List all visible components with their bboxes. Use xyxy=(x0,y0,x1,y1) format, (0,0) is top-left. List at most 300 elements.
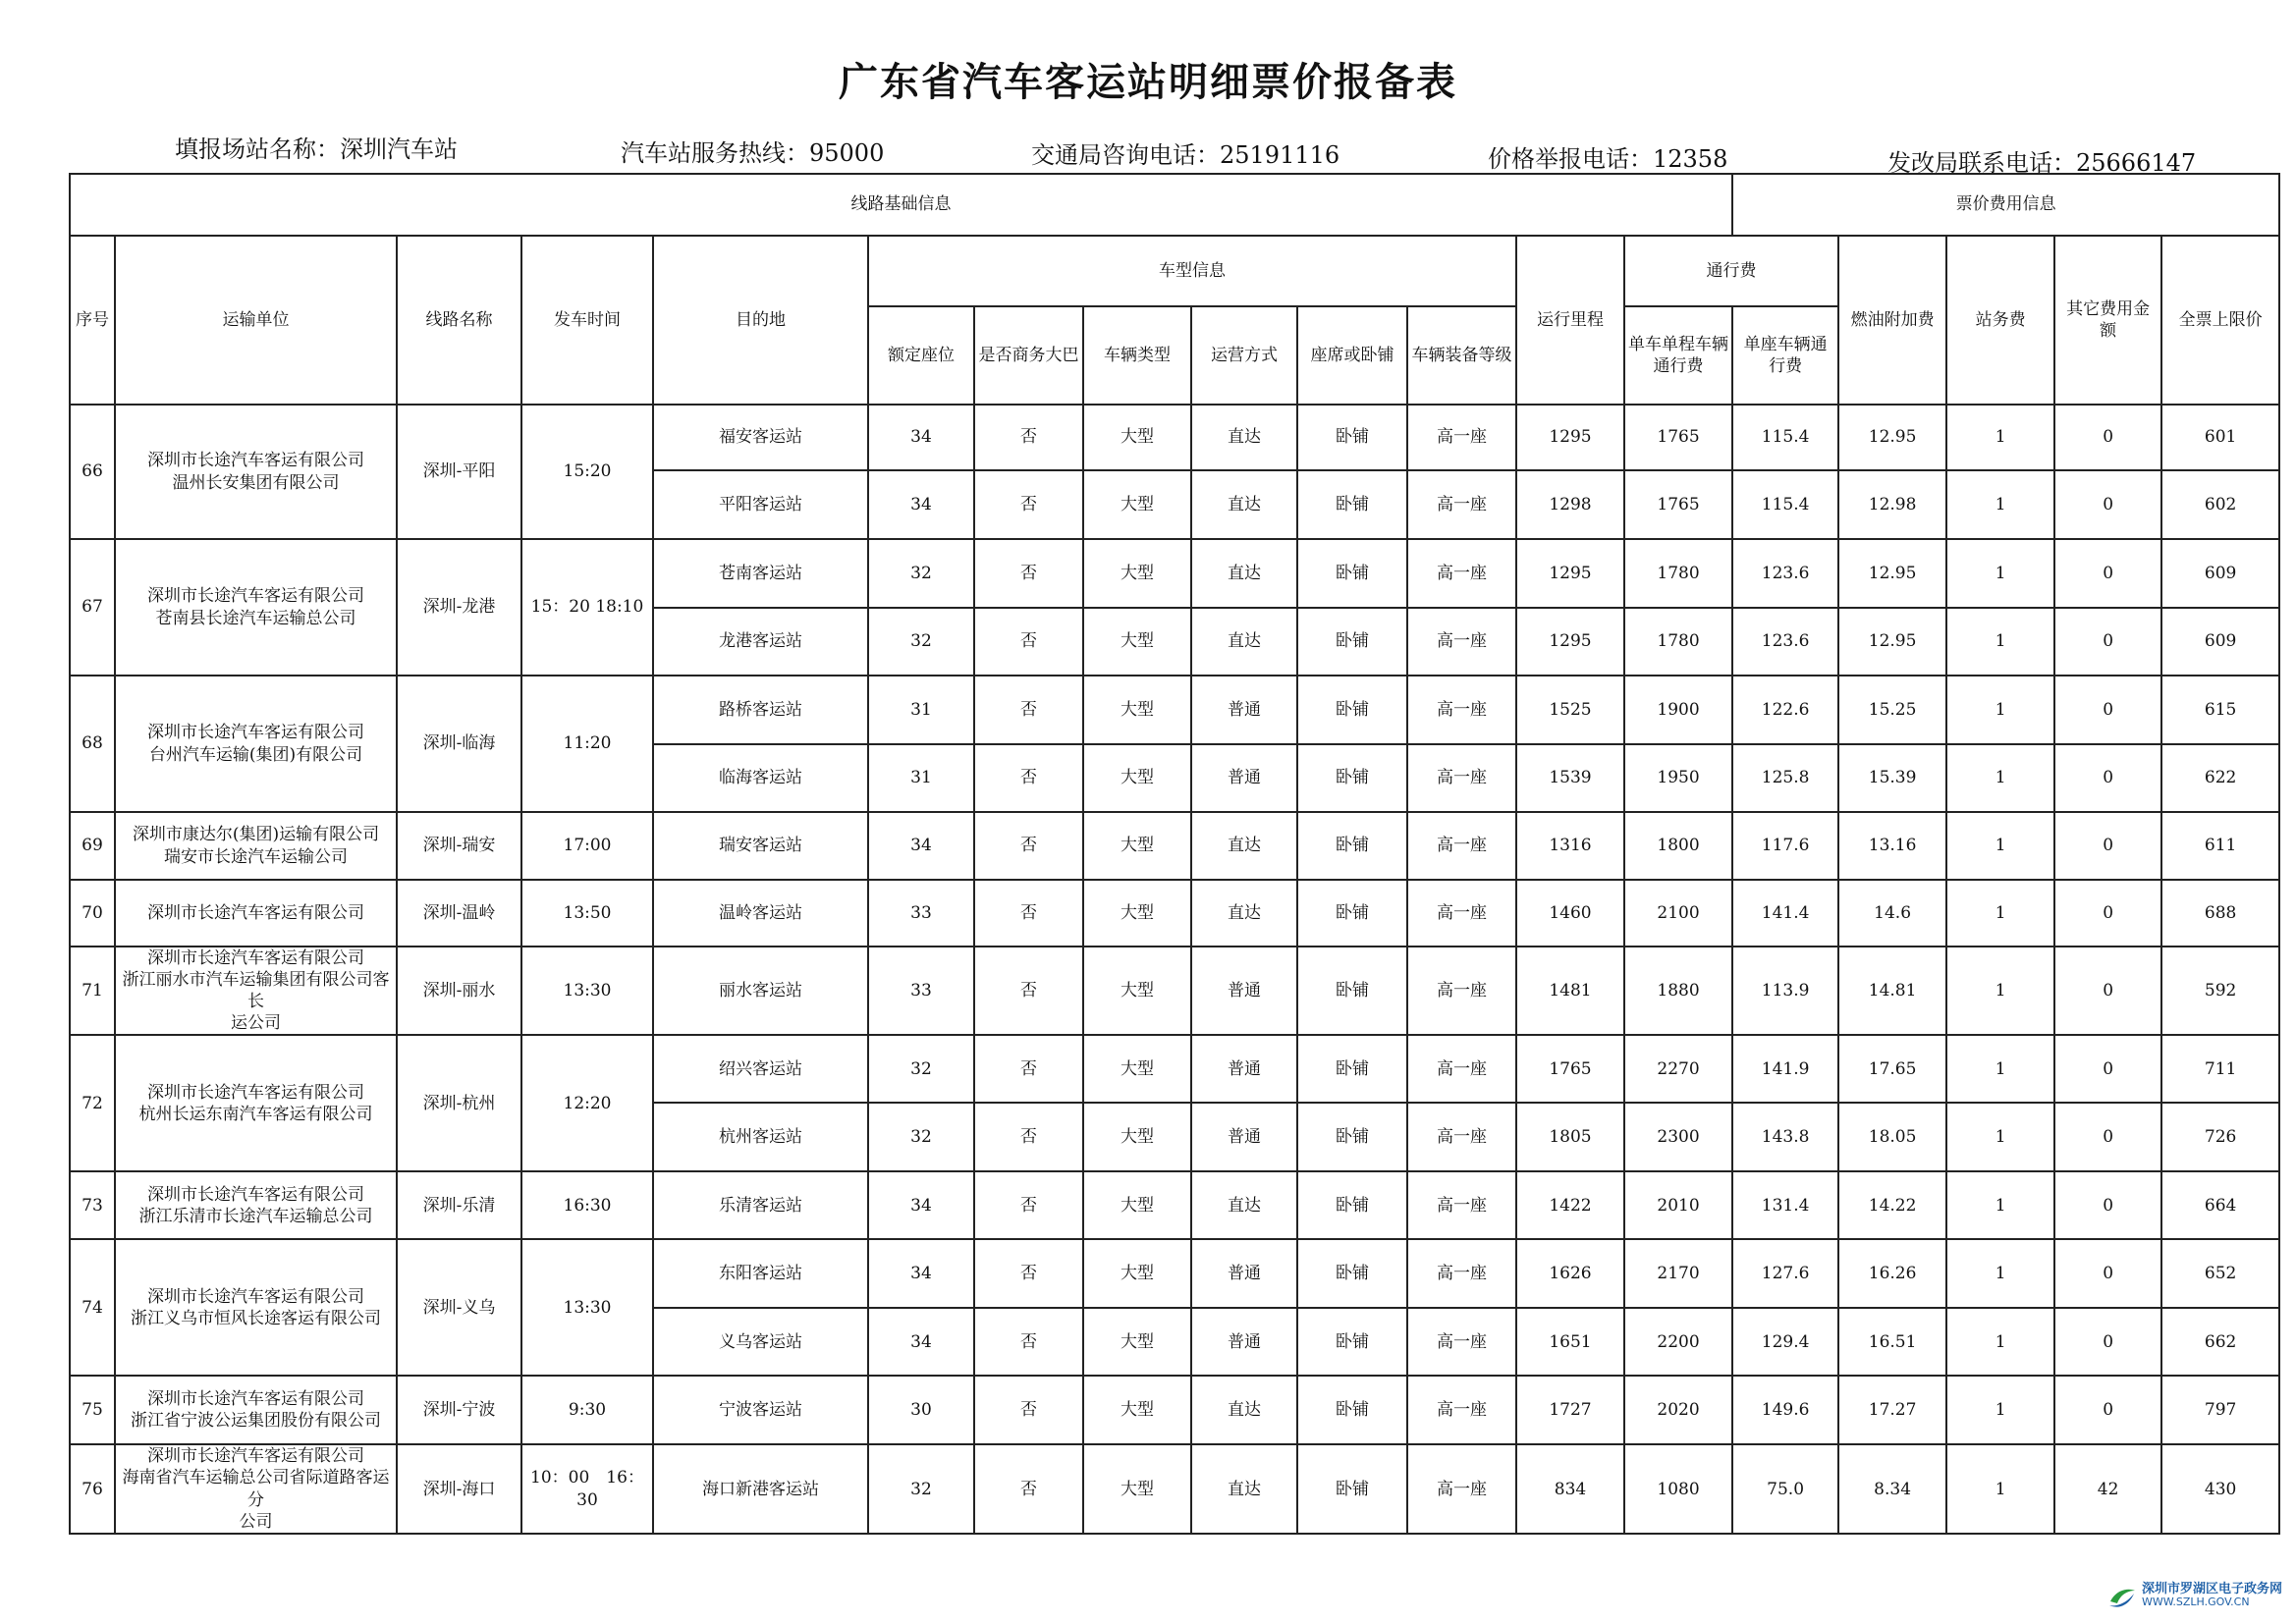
route-cell: 深圳-瑞安 xyxy=(397,812,521,880)
carrier-line: 海南省汽车运输总公司省际道路客运分 xyxy=(122,1468,390,1510)
service-hotline: 汽车站服务热线：95000 xyxy=(621,139,885,167)
carrier-line: 运公司 xyxy=(231,1013,281,1034)
grade-cell: 高一座 xyxy=(1407,405,1516,470)
transport-phone: 交通局咨询电话：25191116 xyxy=(1031,141,1340,169)
operation-cell: 直达 xyxy=(1191,470,1297,539)
col-operation-header: 运营方式 xyxy=(1191,306,1297,405)
szlh-logo xyxy=(2106,1576,2293,1615)
destination-cell: 路桥客运站 xyxy=(653,676,868,744)
toll-vehicle-cell: 1080 xyxy=(1624,1444,1732,1533)
departure-cell: 16:30 xyxy=(521,1171,653,1239)
toll-vehicle-cell: 2200 xyxy=(1624,1308,1732,1376)
carrier-cell xyxy=(115,1035,397,1171)
toll-vehicle-cell: 2010 xyxy=(1624,1171,1732,1239)
station-fee-cell: 1 xyxy=(1946,1308,2054,1376)
seats-cell: 34 xyxy=(868,1239,974,1308)
destination-cell: 平阳客运站 xyxy=(653,470,868,539)
vehicle-type-cell: 大型 xyxy=(1083,1103,1191,1171)
carrier-line: 深圳市康达尔(集团)运输有限公司 xyxy=(132,825,380,845)
station-fee-cell: 1 xyxy=(1946,1444,2054,1533)
carrier-line: 苍南县长途汽车运输总公司 xyxy=(155,608,356,628)
szlh-logo-url: WWW.SZLH.GOV.CN xyxy=(2142,1596,2250,1608)
toll-vehicle-cell: 2020 xyxy=(1624,1376,1732,1444)
fuel-cell: 12.95 xyxy=(1838,608,1946,676)
fuel-cell: 13.16 xyxy=(1838,812,1946,880)
toll-vehicle-cell: 1800 xyxy=(1624,812,1732,880)
other-fee-cell: 0 xyxy=(2054,1103,2161,1171)
route-cell: 深圳-乐清 xyxy=(397,1171,521,1239)
seat-sleeper-cell: 卧铺 xyxy=(1297,539,1407,608)
station-fee-cell: 1 xyxy=(1946,1376,2054,1444)
operation-cell: 普通 xyxy=(1191,1103,1297,1171)
mileage-cell: 1805 xyxy=(1516,1103,1624,1171)
business-cell: 否 xyxy=(974,1444,1083,1533)
toll-vehicle-cell: 1900 xyxy=(1624,676,1732,744)
fuel-cell: 18.05 xyxy=(1838,1103,1946,1171)
table-row xyxy=(70,812,2279,880)
grade-cell: 高一座 xyxy=(1407,676,1516,744)
mileage-cell: 1539 xyxy=(1516,744,1624,812)
grade-cell: 高一座 xyxy=(1407,744,1516,812)
seat-sleeper-cell: 卧铺 xyxy=(1297,405,1407,470)
vehicle-type-cell: 大型 xyxy=(1083,812,1191,880)
mileage-cell: 1316 xyxy=(1516,812,1624,880)
toll-seat-cell: 131.4 xyxy=(1732,1171,1838,1239)
operation-cell: 直达 xyxy=(1191,608,1297,676)
destination-cell: 龙港客运站 xyxy=(653,608,868,676)
destination-cell: 乐清客运站 xyxy=(653,1171,868,1239)
col-destination-header: 目的地 xyxy=(653,236,868,405)
route-cell: 深圳-丽水 xyxy=(397,947,521,1035)
col-fuel-header: 燃油附加费 xyxy=(1838,236,1946,405)
fuel-cell: 16.26 xyxy=(1838,1239,1946,1308)
departure-cell: 17:00 xyxy=(521,812,653,880)
departure-cell: 15:20 xyxy=(521,405,653,539)
destination-cell: 绍兴客运站 xyxy=(653,1035,868,1103)
toll-seat-cell: 141.4 xyxy=(1732,880,1838,947)
other-fee-cell: 0 xyxy=(2054,405,2161,470)
seat-sleeper-cell: 卧铺 xyxy=(1297,1376,1407,1444)
operation-cell: 直达 xyxy=(1191,880,1297,947)
station-fee-cell: 1 xyxy=(1946,470,2054,539)
vehicle-type-cell: 大型 xyxy=(1083,676,1191,744)
toll-seat-cell: 115.4 xyxy=(1732,470,1838,539)
other-fee-cell: 0 xyxy=(2054,539,2161,608)
business-cell: 否 xyxy=(974,1035,1083,1103)
business-cell: 否 xyxy=(974,405,1083,470)
business-cell: 否 xyxy=(974,1308,1083,1376)
seat-sleeper-cell: 卧铺 xyxy=(1297,744,1407,812)
toll-vehicle-cell: 2270 xyxy=(1624,1035,1732,1103)
business-cell: 否 xyxy=(974,947,1083,1035)
fuel-cell: 12.95 xyxy=(1838,405,1946,470)
carrier-cell xyxy=(115,1444,397,1533)
business-cell: 否 xyxy=(974,539,1083,608)
col-toll-vehicle-header: 单车单程车辆通行费 xyxy=(1624,306,1732,405)
mileage-cell: 1295 xyxy=(1516,608,1624,676)
table-row xyxy=(70,676,2279,744)
carrier-line: 台州汽车运输(集团)有限公司 xyxy=(148,744,363,765)
ndrc-phone: 发改局联系电话：25666147 xyxy=(1887,149,2197,177)
seats-cell: 32 xyxy=(868,1103,974,1171)
toll-seat-cell: 122.6 xyxy=(1732,676,1838,744)
carrier-cell xyxy=(115,1239,397,1376)
fare-table xyxy=(69,173,2280,1535)
toll-seat-cell: 123.6 xyxy=(1732,608,1838,676)
vehicle-type-cell: 大型 xyxy=(1083,1308,1191,1376)
station-fee-cell: 1 xyxy=(1946,744,2054,812)
fuel-cell: 14.81 xyxy=(1838,947,1946,1035)
vehicle-type-cell: 大型 xyxy=(1083,405,1191,470)
departure-cell: 11:20 xyxy=(521,676,653,812)
price-cap-cell: 664 xyxy=(2161,1171,2279,1239)
price-cap-cell: 711 xyxy=(2161,1035,2279,1103)
grade-cell: 高一座 xyxy=(1407,1171,1516,1239)
szlh-logo-name: 深圳市罗湖区电子政务网 xyxy=(2142,1582,2283,1596)
seat-sleeper-cell: 卧铺 xyxy=(1297,608,1407,676)
col-grade-header: 车辆装备等级 xyxy=(1407,306,1516,405)
other-fee-cell: 0 xyxy=(2054,1035,2161,1103)
vehicle-type-cell: 大型 xyxy=(1083,880,1191,947)
toll-vehicle-cell: 1880 xyxy=(1624,947,1732,1035)
carrier-line: 深圳市长途汽车客运有限公司 xyxy=(147,948,364,968)
grade-cell: 高一座 xyxy=(1407,539,1516,608)
vehicle-type-cell: 大型 xyxy=(1083,1035,1191,1103)
fuel-cell: 8.34 xyxy=(1838,1444,1946,1533)
mileage-cell: 1626 xyxy=(1516,1239,1624,1308)
other-fee-cell: 0 xyxy=(2054,676,2161,744)
carrier-line: 深圳市长途汽车客运有限公司 xyxy=(147,1286,364,1307)
departure-cell: 13:30 xyxy=(521,1239,653,1376)
vehicle-info-header: 车型信息 xyxy=(868,236,1516,306)
toll-seat-cell: 141.9 xyxy=(1732,1035,1838,1103)
destination-cell: 海口新港客运站 xyxy=(653,1444,868,1533)
carrier-line: 深圳市长途汽车客运有限公司 xyxy=(147,1446,364,1467)
destination-cell: 苍南客运站 xyxy=(653,539,868,608)
carrier-line: 深圳市长途汽车客运有限公司 xyxy=(147,1082,364,1103)
mileage-cell: 1298 xyxy=(1516,470,1624,539)
carrier-line: 浙江丽水市汽车运输集团有限公司客长 xyxy=(122,970,390,1012)
business-cell: 否 xyxy=(974,1376,1083,1444)
mileage-cell: 1525 xyxy=(1516,676,1624,744)
carrier-cell xyxy=(115,405,397,539)
col-seat-sleeper-header: 座席或卧铺 xyxy=(1297,306,1407,405)
route-cell: 深圳-海口 xyxy=(397,1444,521,1533)
mileage-cell: 1481 xyxy=(1516,947,1624,1035)
carrier-line: 深圳市长途汽车客运有限公司 xyxy=(147,902,364,923)
col-business-header: 是否商务大巴 xyxy=(974,306,1083,405)
toll-vehicle-cell: 2100 xyxy=(1624,880,1732,947)
fuel-cell: 15.25 xyxy=(1838,676,1946,744)
table-row xyxy=(70,1171,2279,1239)
seat-sleeper-cell: 卧铺 xyxy=(1297,812,1407,880)
szlh-logo-icon xyxy=(2106,1580,2138,1611)
destination-cell: 丽水客运站 xyxy=(653,947,868,1035)
toll-seat-cell: 115.4 xyxy=(1732,405,1838,470)
carrier-line: 杭州长运东南汽车客运有限公司 xyxy=(138,1104,373,1124)
col-route-header: 线路名称 xyxy=(397,236,521,405)
seq-cell: 71 xyxy=(70,947,115,1035)
seat-sleeper-cell: 卧铺 xyxy=(1297,880,1407,947)
seq-cell: 69 xyxy=(70,812,115,880)
grade-cell: 高一座 xyxy=(1407,1444,1516,1533)
grade-cell: 高一座 xyxy=(1407,947,1516,1035)
fuel-cell: 12.98 xyxy=(1838,470,1946,539)
destination-cell: 宁波客运站 xyxy=(653,1376,868,1444)
seat-sleeper-cell: 卧铺 xyxy=(1297,1444,1407,1533)
station-fee-cell: 1 xyxy=(1946,947,2054,1035)
toll-vehicle-cell: 1780 xyxy=(1624,539,1732,608)
table-row xyxy=(70,1444,2279,1533)
grade-cell: 高一座 xyxy=(1407,470,1516,539)
station-fee-cell: 1 xyxy=(1946,880,2054,947)
table-row xyxy=(70,1035,2279,1103)
route-cell: 深圳-杭州 xyxy=(397,1035,521,1171)
table-row xyxy=(70,880,2279,947)
other-fee-cell: 0 xyxy=(2054,470,2161,539)
station-name: 填报场站名称：深圳汽车站 xyxy=(175,135,458,163)
seats-cell: 31 xyxy=(868,744,974,812)
seats-cell: 30 xyxy=(868,1376,974,1444)
route-cell: 深圳-温岭 xyxy=(397,880,521,947)
price-cap-cell: 592 xyxy=(2161,947,2279,1035)
other-fee-cell: 0 xyxy=(2054,1239,2161,1308)
toll-seat-cell: 149.6 xyxy=(1732,1376,1838,1444)
carrier-line: 深圳市长途汽车客运有限公司 xyxy=(147,1389,364,1410)
carrier-cell xyxy=(115,1171,397,1239)
operation-cell: 直达 xyxy=(1191,1444,1297,1533)
operation-cell: 普通 xyxy=(1191,947,1297,1035)
seat-sleeper-cell: 卧铺 xyxy=(1297,1035,1407,1103)
station-fee-cell: 1 xyxy=(1946,1103,2054,1171)
fuel-cell: 12.95 xyxy=(1838,539,1946,608)
station-fee-cell: 1 xyxy=(1946,1239,2054,1308)
fare-table-body xyxy=(70,174,2279,1534)
other-fee-cell: 0 xyxy=(2054,1171,2161,1239)
business-cell: 否 xyxy=(974,812,1083,880)
price-cap-cell: 615 xyxy=(2161,676,2279,744)
price-cap-cell: 726 xyxy=(2161,1103,2279,1171)
business-cell: 否 xyxy=(974,608,1083,676)
price-cap-cell: 609 xyxy=(2161,608,2279,676)
mileage-cell: 1765 xyxy=(1516,1035,1624,1103)
mileage-cell: 1295 xyxy=(1516,539,1624,608)
table-row xyxy=(70,405,2279,470)
route-cell: 深圳-临海 xyxy=(397,676,521,812)
grade-cell: 高一座 xyxy=(1407,1035,1516,1103)
station-fee-cell: 1 xyxy=(1946,539,2054,608)
seq-cell: 66 xyxy=(70,405,115,539)
mileage-cell: 1727 xyxy=(1516,1376,1624,1444)
toll-vehicle-cell: 1950 xyxy=(1624,744,1732,812)
seat-sleeper-cell: 卧铺 xyxy=(1297,947,1407,1035)
toll-seat-cell: 117.6 xyxy=(1732,812,1838,880)
table-row xyxy=(70,947,2279,1035)
route-cell: 深圳-龙港 xyxy=(397,539,521,676)
grade-cell: 高一座 xyxy=(1407,880,1516,947)
carrier-cell xyxy=(115,947,397,1035)
grade-cell: 高一座 xyxy=(1407,608,1516,676)
vehicle-type-cell: 大型 xyxy=(1083,539,1191,608)
price-report-phone: 价格举报电话：12358 xyxy=(1488,145,1728,173)
seats-cell: 33 xyxy=(868,947,974,1035)
station-fee-cell: 1 xyxy=(1946,1171,2054,1239)
seats-cell: 34 xyxy=(868,1171,974,1239)
col-departure-header: 发车时间 xyxy=(521,236,653,405)
table-row xyxy=(70,539,2279,608)
destination-cell: 瑞安客运站 xyxy=(653,812,868,880)
seq-cell: 67 xyxy=(70,539,115,676)
carrier-line: 深圳市长途汽车客运有限公司 xyxy=(147,1184,364,1205)
operation-cell: 直达 xyxy=(1191,1376,1297,1444)
seq-cell: 72 xyxy=(70,1035,115,1171)
seq-cell: 68 xyxy=(70,676,115,812)
grade-cell: 高一座 xyxy=(1407,1103,1516,1171)
route-cell: 深圳-平阳 xyxy=(397,405,521,539)
seat-sleeper-cell: 卧铺 xyxy=(1297,470,1407,539)
col-other-fee-header: 其它费用金额 xyxy=(2054,236,2161,405)
vehicle-type-cell: 大型 xyxy=(1083,608,1191,676)
carrier-cell xyxy=(115,812,397,880)
mileage-cell: 1460 xyxy=(1516,880,1624,947)
carrier-line: 浙江义乌市恒风长途客运有限公司 xyxy=(131,1308,381,1328)
vehicle-type-cell: 大型 xyxy=(1083,1444,1191,1533)
route-cell: 深圳-宁波 xyxy=(397,1376,521,1444)
page-title: 广东省汽车客运站明细票价报备表 xyxy=(839,60,1457,105)
carrier-line: 浙江乐清市长途汽车运输总公司 xyxy=(138,1206,373,1226)
route-cell: 深圳-义乌 xyxy=(397,1239,521,1376)
table-row xyxy=(70,1239,2279,1308)
toll-seat-cell: 123.6 xyxy=(1732,539,1838,608)
destination-cell: 温岭客运站 xyxy=(653,880,868,947)
other-fee-cell: 0 xyxy=(2054,608,2161,676)
carrier-cell xyxy=(115,676,397,812)
operation-cell: 直达 xyxy=(1191,1171,1297,1239)
vehicle-type-cell: 大型 xyxy=(1083,947,1191,1035)
business-cell: 否 xyxy=(974,1171,1083,1239)
col-seq-header: 序号 xyxy=(70,236,115,405)
carrier-line: 浙江省宁波公运集团股份有限公司 xyxy=(131,1411,381,1432)
toll-seat-cell: 129.4 xyxy=(1732,1308,1838,1376)
col-vtype-header: 车辆类型 xyxy=(1083,306,1191,405)
grade-cell: 高一座 xyxy=(1407,812,1516,880)
vehicle-type-cell: 大型 xyxy=(1083,1239,1191,1308)
vehicle-type-cell: 大型 xyxy=(1083,1376,1191,1444)
seat-sleeper-cell: 卧铺 xyxy=(1297,676,1407,744)
seats-cell: 34 xyxy=(868,470,974,539)
carrier-cell xyxy=(115,1376,397,1444)
carrier-line: 温州长安集团有限公司 xyxy=(172,472,340,493)
seats-cell: 34 xyxy=(868,1308,974,1376)
seq-cell: 70 xyxy=(70,880,115,947)
seq-cell: 76 xyxy=(70,1444,115,1533)
destination-cell: 义乌客运站 xyxy=(653,1308,868,1376)
seats-cell: 32 xyxy=(868,539,974,608)
col-toll-seat-header: 单座车辆通行费 xyxy=(1732,306,1838,405)
destination-cell: 临海客运站 xyxy=(653,744,868,812)
operation-cell: 直达 xyxy=(1191,405,1297,470)
seats-cell: 32 xyxy=(868,1035,974,1103)
station-fee-cell: 1 xyxy=(1946,608,2054,676)
price-cap-cell: 602 xyxy=(2161,470,2279,539)
operation-cell: 普通 xyxy=(1191,1308,1297,1376)
toll-seat-cell: 75.0 xyxy=(1732,1444,1838,1533)
seats-cell: 32 xyxy=(868,608,974,676)
fuel-cell: 17.65 xyxy=(1838,1035,1946,1103)
route-info-header: 线路基础信息 xyxy=(70,174,1732,236)
seats-cell: 34 xyxy=(868,405,974,470)
mileage-cell: 1651 xyxy=(1516,1308,1624,1376)
operation-cell: 直达 xyxy=(1191,812,1297,880)
toll-seat-cell: 143.8 xyxy=(1732,1103,1838,1171)
station-fee-cell: 1 xyxy=(1946,676,2054,744)
table-row xyxy=(70,1376,2279,1444)
business-cell: 否 xyxy=(974,1103,1083,1171)
col-carrier-header: 运输单位 xyxy=(115,236,397,405)
operation-cell: 普通 xyxy=(1191,744,1297,812)
business-cell: 否 xyxy=(974,744,1083,812)
other-fee-cell: 0 xyxy=(2054,744,2161,812)
price-cap-cell: 601 xyxy=(2161,405,2279,470)
destination-cell: 杭州客运站 xyxy=(653,1103,868,1171)
seat-sleeper-cell: 卧铺 xyxy=(1297,1171,1407,1239)
col-station-fee-header: 站务费 xyxy=(1946,236,2054,405)
operation-cell: 直达 xyxy=(1191,539,1297,608)
other-fee-cell: 0 xyxy=(2054,1376,2161,1444)
toll-header: 通行费 xyxy=(1624,236,1838,306)
departure-cell: 10：00 16：30 xyxy=(521,1444,653,1533)
carrier-line: 公司 xyxy=(239,1511,273,1532)
fuel-cell: 16.51 xyxy=(1838,1308,1946,1376)
mileage-cell: 1422 xyxy=(1516,1171,1624,1239)
fuel-cell: 14.6 xyxy=(1838,880,1946,947)
other-fee-cell: 0 xyxy=(2054,1308,2161,1376)
other-fee-cell: 0 xyxy=(2054,947,2161,1035)
station-fee-cell: 1 xyxy=(1946,1035,2054,1103)
seat-sleeper-cell: 卧铺 xyxy=(1297,1239,1407,1308)
col-price-cap-header: 全票上限价 xyxy=(2161,236,2279,405)
carrier-line: 深圳市长途汽车客运有限公司 xyxy=(147,586,364,607)
mileage-cell: 1295 xyxy=(1516,405,1624,470)
toll-seat-cell: 127.6 xyxy=(1732,1239,1838,1308)
business-cell: 否 xyxy=(974,470,1083,539)
grade-cell: 高一座 xyxy=(1407,1239,1516,1308)
operation-cell: 普通 xyxy=(1191,676,1297,744)
fare-info-header: 票价费用信息 xyxy=(1732,174,2279,236)
departure-cell: 13:50 xyxy=(521,880,653,947)
seats-cell: 32 xyxy=(868,1444,974,1533)
other-fee-cell: 0 xyxy=(2054,812,2161,880)
seats-cell: 34 xyxy=(868,812,974,880)
business-cell: 否 xyxy=(974,676,1083,744)
price-cap-cell: 622 xyxy=(2161,744,2279,812)
operation-cell: 普通 xyxy=(1191,1035,1297,1103)
business-cell: 否 xyxy=(974,880,1083,947)
destination-cell: 福安客运站 xyxy=(653,405,868,470)
station-fee-cell: 1 xyxy=(1946,405,2054,470)
price-cap-cell: 797 xyxy=(2161,1376,2279,1444)
vehicle-type-cell: 大型 xyxy=(1083,1171,1191,1239)
col-mileage-header: 运行里程 xyxy=(1516,236,1624,405)
mileage-cell: 834 xyxy=(1516,1444,1624,1533)
price-cap-cell: 662 xyxy=(2161,1308,2279,1376)
price-cap-cell: 430 xyxy=(2161,1444,2279,1533)
price-cap-cell: 609 xyxy=(2161,539,2279,608)
seq-cell: 74 xyxy=(70,1239,115,1376)
fuel-cell: 15.39 xyxy=(1838,744,1946,812)
departure-cell: 12:20 xyxy=(521,1035,653,1171)
destination-cell: 东阳客运站 xyxy=(653,1239,868,1308)
